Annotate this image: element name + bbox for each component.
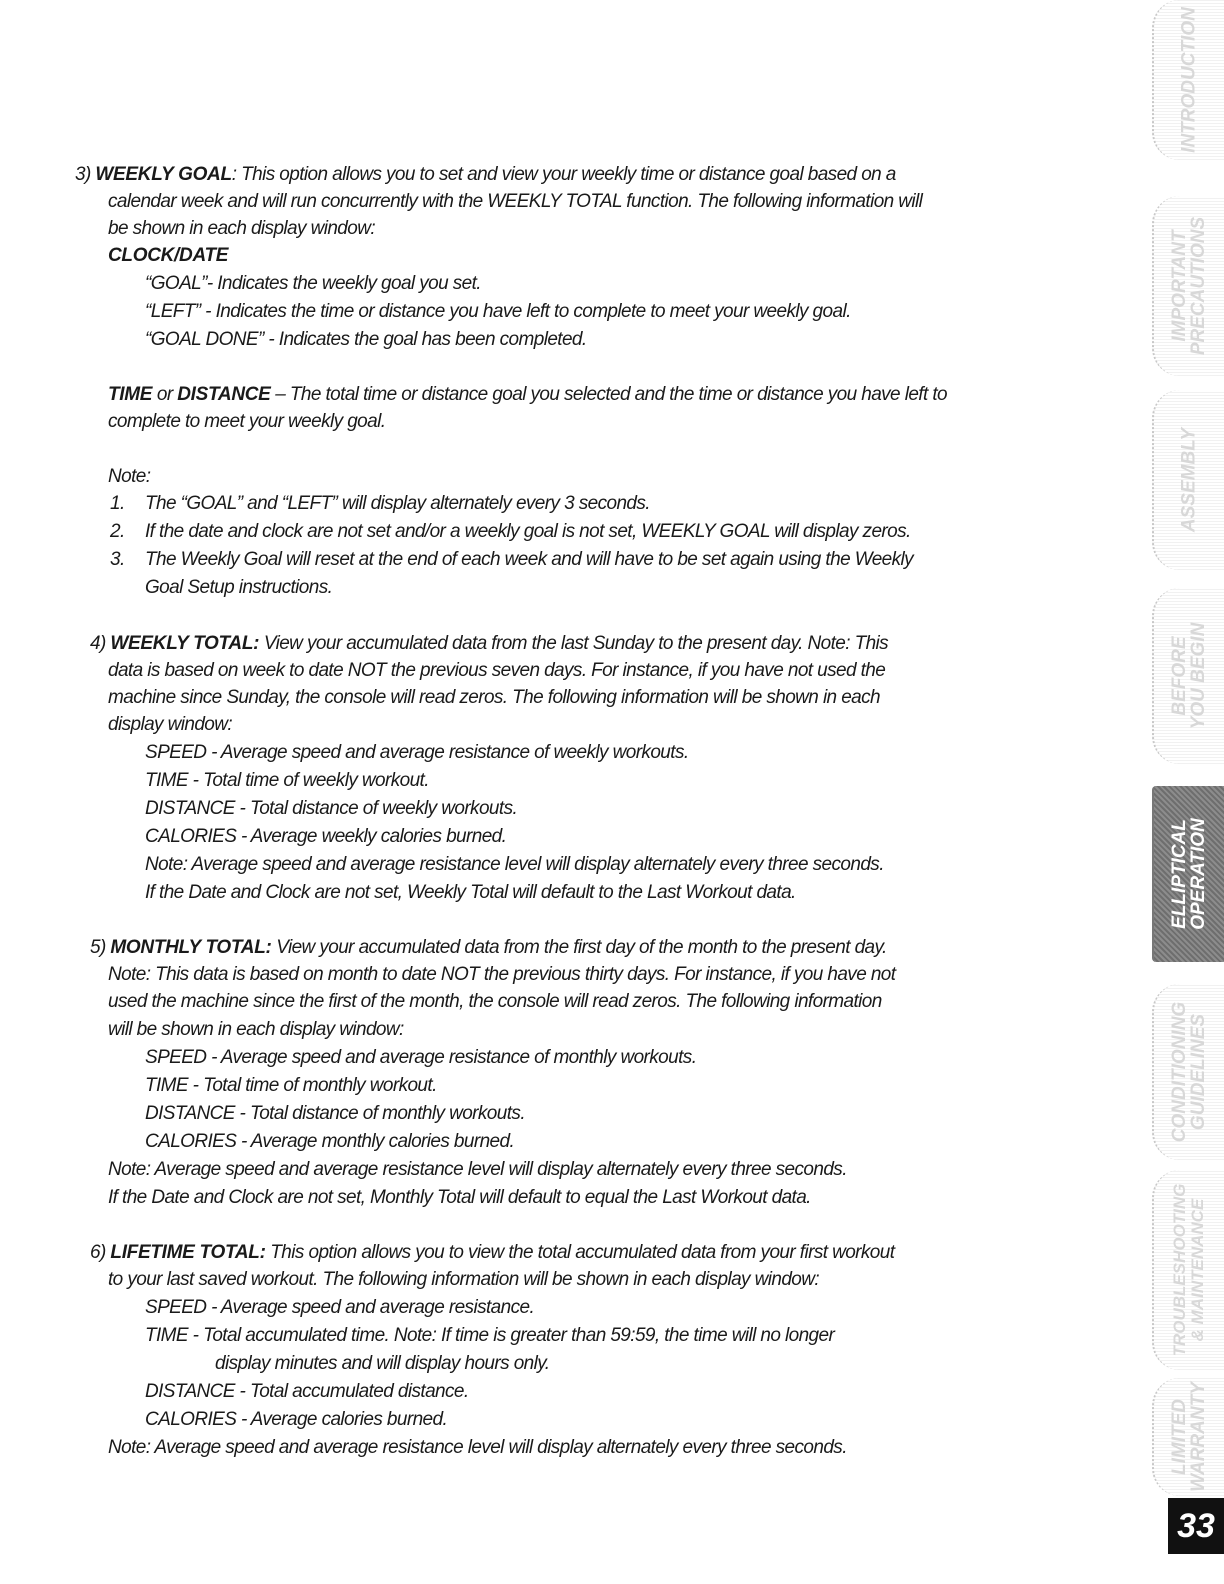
weekly-total-time: TIME - Total time of weekly workout.: [145, 770, 429, 791]
lifetime-total-calories: CALORIES - Average calories burned.: [145, 1409, 448, 1430]
weekly-total-number: 4): [90, 633, 106, 654]
lifetime-total-speed: SPEED - Average speed and average resistance.: [145, 1297, 535, 1318]
lifetime-total-number: 6): [90, 1242, 106, 1263]
tab-introduction[interactable]: [1152, 0, 1224, 160]
time-distance-line-1: [108, 383, 947, 407]
monthly-total-speed: SPEED - Average speed and average resistance of monthly workouts.: [145, 1047, 697, 1068]
lifetime-total-time-cont: display minutes and will display hours only.: [215, 1353, 550, 1374]
monthly-total-text-3: used the machine since the first of the month, the console will read zeros. The following information: [108, 991, 882, 1012]
monthly-total-distance: DISTANCE - Total distance of monthly workouts.: [145, 1103, 526, 1124]
weekly-goal-intro-3: be shown in each display window:: [108, 218, 376, 239]
weekly-goal-title: WEEKLY GOAL: [95, 164, 232, 185]
tab-before-you-begin-label: BEFORE YOU BEGIN: [1169, 622, 1209, 730]
monthly-total-default: If the Date and Clock are not set, Monthly Total will default to equal the Last Workout data.: [108, 1187, 811, 1208]
tab-before-you-begin[interactable]: [1152, 588, 1224, 764]
weekly-total-text-4: display window:: [108, 714, 233, 735]
tab-important-precautions-label: IMPORTANT PRECAUTIONS: [1169, 216, 1209, 356]
lifetime-total-note: Note: Average speed and average resistance level will display alternately every three seconds.: [108, 1437, 847, 1458]
tab-introduction-label: INTRODUCTION: [1178, 7, 1200, 153]
note-3-text: The Weekly Goal will reset at the end of each week and will have to be set again using the Weekly: [145, 549, 914, 570]
weekly-total-title: WEEKLY TOTAL:: [110, 633, 260, 654]
note-3-number: 3.: [110, 549, 125, 570]
weekly-total-line-1: [90, 632, 888, 656]
weekly-total-note: Note: Average speed and average resistance level will display alternately every three seconds.: [145, 854, 884, 875]
lifetime-total-text-1: This option allows you to view the total accumulated data from your first workout: [265, 1242, 895, 1263]
weekly-total-text-3: machine since Sunday, the console will read zeros. The following information will be shown in each: [108, 687, 881, 708]
monthly-total-note: Note: Average speed and average resistance level will display alternately every three seconds.: [108, 1159, 847, 1180]
lifetime-total-time: TIME - Total accumulated time. Note: If time is greater than 59:59, the time will no longer: [145, 1325, 835, 1346]
tab-elliptical-operation-label: ELLIPTICAL OPERATION: [1169, 818, 1209, 930]
monthly-total-line-1: [90, 936, 887, 960]
monthly-total-number: 5): [90, 937, 106, 958]
monthly-total-title: MONTHLY TOTAL:: [110, 937, 272, 958]
monthly-total-text-4: will be shown in each display window:: [108, 1019, 404, 1040]
clock-item-goal-done: “GOAL DONE” - Indicates the goal has been completed.: [145, 329, 587, 350]
tab-troubleshooting-maintenance[interactable]: [1152, 1170, 1224, 1370]
page-number: 33: [1168, 1498, 1224, 1554]
tab-assembly[interactable]: [1152, 390, 1224, 570]
clock-date-heading: CLOCK/DATE: [108, 245, 229, 266]
lifetime-total-text-2: to your last saved workout. The following information will be shown in each display window:: [108, 1269, 820, 1290]
weekly-goal-line-1: [75, 163, 896, 187]
tab-troubleshooting-maintenance-label: TROUBLESHOOTING & MAINTENANCE: [1170, 1183, 1207, 1357]
weekly-goal-intro-2: calendar week and will run concurrently with the WEEKLY TOTAL function. The following information will: [108, 191, 923, 212]
note-label: Note:: [108, 466, 151, 487]
distance-word: DISTANCE: [177, 384, 271, 405]
tab-limited-warranty-label: LIMITED WARRANTY: [1169, 1382, 1209, 1492]
weekly-total-text-2: data is based on week to date NOT the previous seven days. For instance, if you have not used the: [108, 660, 886, 681]
clock-item-left: “LEFT” - Indicates the time or distance you have left to complete to meet your weekly goal.: [145, 301, 851, 322]
lifetime-total-title: LIFETIME TOTAL:: [110, 1242, 266, 1263]
note-2-number: 2.: [110, 521, 125, 542]
tab-conditioning-guidelines[interactable]: [1152, 984, 1224, 1160]
weekly-total-text-1: View your accumulated data from the last Sunday to the present day. Note: This: [259, 633, 889, 654]
weekly-total-speed: SPEED - Average speed and average resistance of weekly workouts.: [145, 742, 689, 763]
or-word: or: [152, 384, 178, 405]
note-1-number: 1.: [110, 493, 125, 514]
monthly-total-time: TIME - Total time of monthly workout.: [145, 1075, 437, 1096]
note-2-text: If the date and clock are not set and/or a weekly goal is not set, WEEKLY GOAL will display zeros.: [145, 521, 911, 542]
tab-important-precautions[interactable]: [1152, 196, 1224, 376]
note-1-text: The “GOAL” and “LEFT” will display alternately every 3 seconds.: [145, 493, 650, 514]
monthly-total-text-1: View your accumulated data from the first day of the month to the present day.: [271, 937, 887, 958]
monthly-total-text-2: Note: This data is based on month to date NOT the previous thirty days. For instance, if you have not: [108, 964, 896, 985]
weekly-total-distance: DISTANCE - Total distance of weekly workouts.: [145, 798, 518, 819]
tab-assembly-label: ASSEMBLY: [1178, 427, 1200, 533]
tab-limited-warranty[interactable]: [1152, 1378, 1224, 1496]
monthly-total-calories: CALORIES - Average monthly calories burned.: [145, 1131, 515, 1152]
note-3-continued: Goal Setup instructions.: [145, 577, 333, 598]
lifetime-total-distance: DISTANCE - Total accumulated distance.: [145, 1381, 469, 1402]
weekly-total-calories: CALORIES - Average weekly calories burned.: [145, 826, 507, 847]
clock-item-goal: “GOAL”- Indicates the weekly goal you set.: [145, 273, 481, 294]
weekly-total-default: If the Date and Clock are not set, Weekly Total will default to the Last Workout data.: [145, 882, 796, 903]
time-desc-1: – The total time or distance goal you selected and the time or distance you have left to: [270, 384, 947, 405]
weekly-goal-intro-1: : This option allows you to set and view your weekly time or distance goal based on a: [231, 164, 896, 185]
weekly-goal-number: 3): [75, 164, 91, 185]
tab-elliptical-operation[interactable]: [1152, 786, 1224, 962]
time-word: TIME: [108, 384, 153, 405]
tab-conditioning-guidelines-label: CONDITIONING GUIDELINES: [1169, 1001, 1209, 1143]
time-desc-2: complete to meet your weekly goal.: [108, 411, 386, 432]
lifetime-total-line-1: [90, 1241, 894, 1265]
